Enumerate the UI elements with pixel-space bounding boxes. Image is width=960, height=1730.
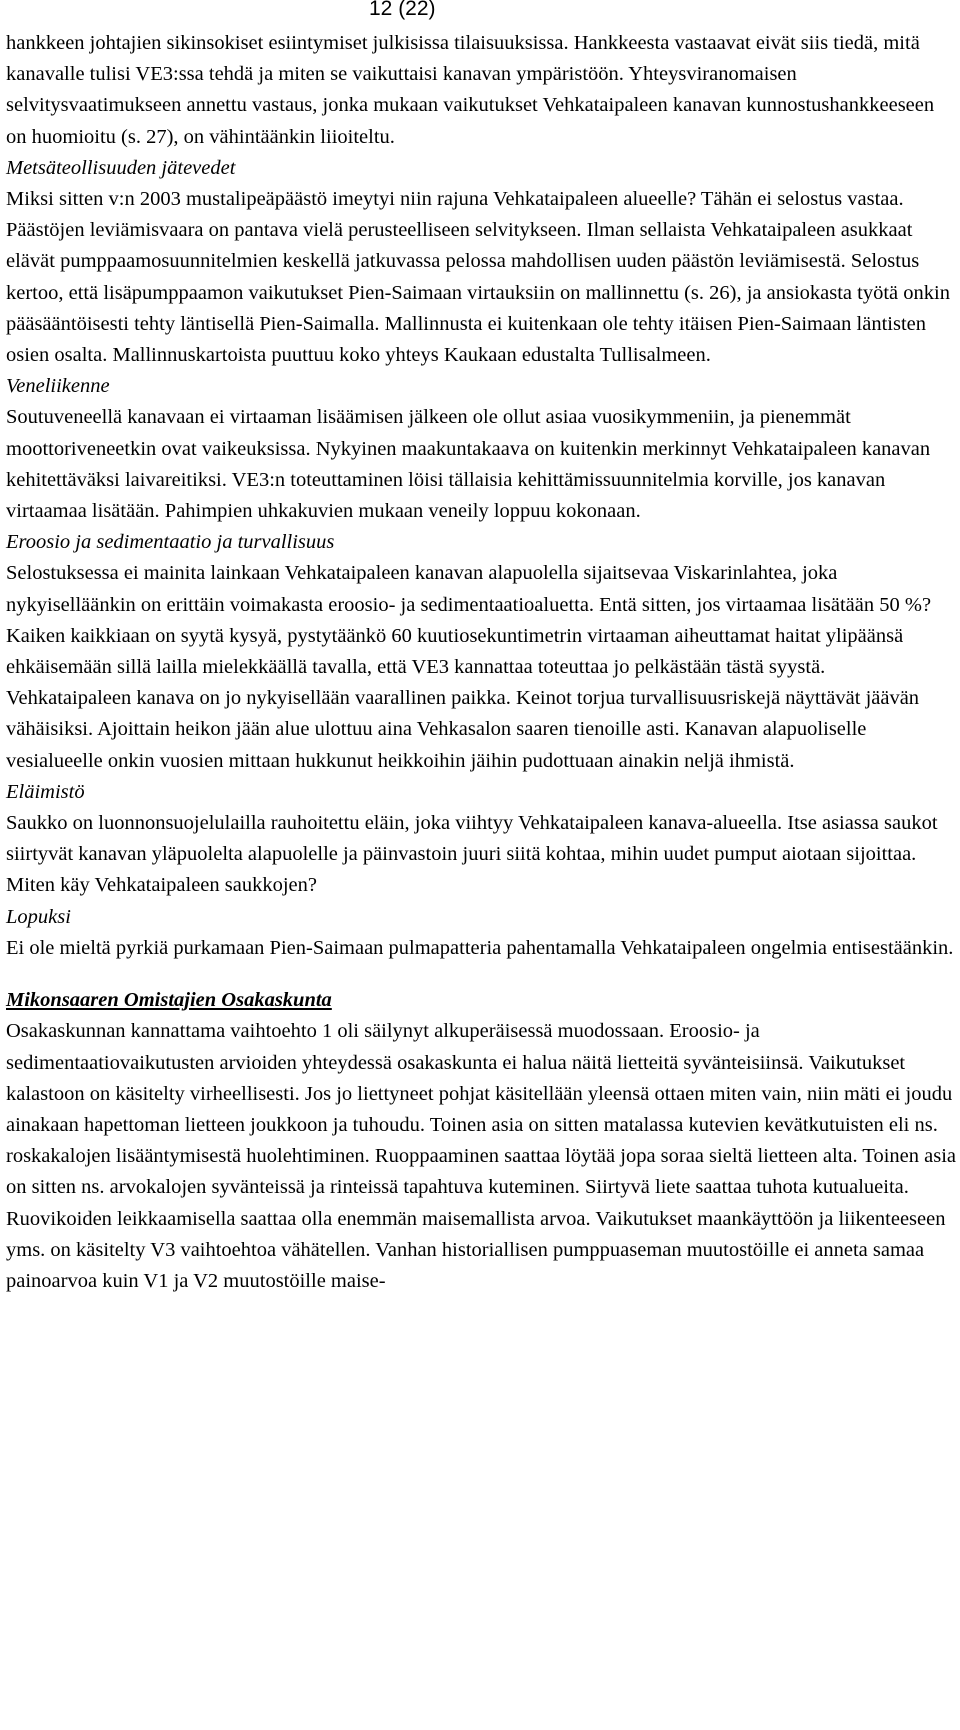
paragraph-conclusion: Ei ole mieltä pyrkiä purkamaan Pien-Saimaan pulmapatteria pahentamalla Vehkataipaleen ongelmia entisestäänkin.	[6, 936, 954, 959]
paragraph-shareholders: Osakaskunnan kannattama vaihtoehto 1 oli säilynyt alkuperäisessä muodossaan. Eroosio- ja sedimentaatiovaikutusten arvioiden yhteydessä osakaskunta ei halua näitä liettеitä syvänteisiinsä. Vaikutukset kalastoon on käsitelty virheellisesti. Jos jo liettyneet pohjat käsitellään yleensä ottaen miten vain, niin mäti ei joudu ainakaan hapettoman lietteen joukkoon ja tuhoudu. Toinen asia on sitten matalassa kutevien kevätkutuisten eli ns. roskakalojen lisääntymisestä huolehtiminen. Ruoppaaminen saattaa löytää jopa soraa sieltä lietteen alta. Toinen asia on sitten ns. arvokalojen syvänteissä ja rinteissä tapahtuva kuteminen. Siirtyvä liete saattaa tuhota kutualueita. Ruovikoiden leikkaamisella saattaa olla enemmän maisemallista arvoa. Vaikutukset maankäyttöön ja liikenteeseen yms. on käsitelty V3 vaihtoehtoa vähätellen. Vanhan historiallisen pumppuaseman muutostöille ei anneta samaa painoarvoa kuin V1 ja V2 muutostöille maise-	[6, 1020, 956, 1292]
section-heading-conclusion: Lopuksi	[6, 905, 71, 928]
section-heading-erosion-safety: Eroosio ja sedimentaatio ja turvallisuus	[6, 531, 335, 554]
paragraph-wastewater: Miksi sitten v:n 2003 mustalipeäpäästö imeytyi niin rajuna Vehkataipaleen alueelle? Tähän ei selostus vastaa. Päästöjen leviämisvaara on pantava vielä perusteelliseen selvitykseen. Ilman sellaista Vehkataipaleen asukkaat elävät pumppaamosuunnitelmien keskellä jatkuvassa pelossa mahdollisen uuden päästön leviämisestä. Selostus kertoo, että lisäpumppaamon vaikutukset Pien-Saimaan virtauksiin on mallinnettu (s. 26), ja ansiokasta työtä onkin pääsääntöisesti tehty läntisellä Pien-Saimalla. Mallinnusta ei kuitenkaan ole tehty itäisen Pien-Saimaan läntisten osien osalta. Mallinnuskartoista puuttuu koko yhteys Kaukaan edustalta Tullisalmeen.	[6, 188, 950, 367]
section-heading-wastewater: Metsäteollisuuden jätevedet	[6, 156, 236, 179]
section-heading-shareholders: Mikonsaaren Omistajien Osakaskunta	[6, 989, 332, 1012]
paragraph-safety: Vehkataipaleen kanava on jo nykyisellään vaarallinen paikka. Keinot torjua turvallisuusriskejä näyttävät jäävän vähäisiksi. Ajoittain heikon jään alue ulottuu aina Vehkasalon saaren tienoille asti. Kanavan alapuoliselle vesialueelle onkin vuosien mittaan hukkunut heikkoihin jäihin pudottuaan ainakin neljä ihmistä.	[6, 687, 920, 772]
paragraph-fauna: Saukko on luonnonsuojelulailla rauhoitettu eläin, joka viihtyy Vehkataipaleen kanava-alueella. Itse asiassa saukot siirtyvät kanavan yläpuolelta alapuolelle ja päinvastoin juuri siitä kohtaa, mihin uudet pumput aiotaan sijoittaa. Miten käy Vehkataipaleen saukkojen?	[6, 812, 938, 897]
section-heading-fauna: Eläimistö	[6, 780, 85, 803]
paragraph-erosion: Selostuksessa ei mainita lainkaan Vehkataipaleen kanavan alapuolella sijaitsevaa Viskarinlahtea, joka nykyiselläänkin on erittäin voimakasta eroosio- ja sedimentaatioaluetta. Entä sitten, jos virtaamaa lisätään 50 %? Kaiken kaikkiaan on syytä kysyä, pystytäänkö 60 kuutiosekuntimetrin virtaaman aiheuttamat haitat ylipäänsä ehkäisemään sillä lailla mielekkäällä tavalla, että VE3 kannattaa toteuttaa jo pelkästään tästä syystä.	[6, 562, 932, 679]
paragraph-boat-traffic: Soutuveneellä kanavaan ei virtaaman lisäämisen jälkeen ole ollut asiaa vuosikymmeniin, ja pienemmät moottoriveneetkin ovat vaikeuksissa. Nykyinen maakuntakaava on kuitenkin merkinnyt Vehkataipaleen kanavan kehitettäväksi laivareitiksi. VE3:n toteuttaminen löisi tällaisia kehittämissuunnitelmia korville, jos kanavan virtaamaa lisätään. Pahimpien uhkakuvien mukaan veneily loppuu kokonaan.	[6, 406, 931, 523]
section-heading-boat-traffic: Veneliikenne	[6, 375, 110, 398]
page-number: 12 (22)	[369, 0, 436, 20]
section-spacer	[6, 964, 956, 985]
paragraph-intro-continuation: hankkeen johtajien sikinsokiset esiintymiset julkisissa tilaisuuksissa. Hankkeesta vastaavat eivät siis tiedä, mitä kanavalle tulisi VE3:ssa tehdä ja miten se vaikuttaisi kanavan ympäristöön. Yhteysviranomaisen selvitysvaatimukseen annettu vastaus, jonka mukaan vaikutukset Vehkataipaleen kanavan kunnostushankkeeseen on huomioitu (s. 27), on vähintäänkin liioiteltu.	[6, 32, 935, 148]
document-body	[6, 28, 956, 1297]
